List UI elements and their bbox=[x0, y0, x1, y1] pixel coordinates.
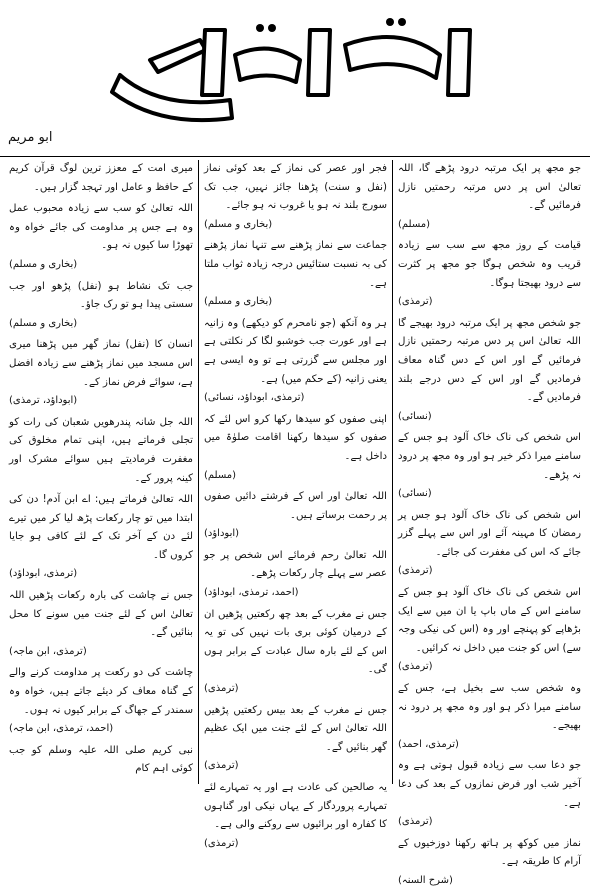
hadith-reference: (ترمذی، ابن ماجہ) bbox=[9, 645, 87, 657]
hadith-paragraph bbox=[398, 680, 581, 754]
hadith-paragraph bbox=[204, 315, 387, 408]
hadith-text: اس شخص کی ناک خاک آلود ہو جس پر رمضان کا مہینہ آئے اور اس سے پہلے گزر جائے کہ اس کی مغفرت کی جائے۔ bbox=[398, 509, 581, 558]
hadith-reference: (مسلم) bbox=[398, 218, 431, 230]
hadith-paragraph bbox=[9, 200, 193, 274]
hadith-paragraph bbox=[398, 835, 581, 891]
hadith-text: جس نے مغرب کے بعد چھ رکعتیں پڑھیں ان کے درمیان کوئی بری بات نہیں کی تو یہ اس کے لئے بارہ سال عبادت کے برابر ہوں گی۔ bbox=[204, 608, 387, 676]
hadith-text: اس شخص کی ناک خاک آلود ہو جس کے سامنے اس کے ماں باپ یا ان میں سے ایک بڑھاپے کو پہنچے اور وہ (اس کی نیکی وجہ سے) اس کو جنت میں داخل نہ کرائیں۔ bbox=[398, 587, 581, 654]
hadith-paragraph bbox=[204, 779, 387, 853]
author-byline: ابو مریم bbox=[8, 130, 53, 145]
hadith-paragraph bbox=[398, 315, 581, 427]
hadith-text: نماز میں کوکھ پر ہاتھ رکھنا دوزخیوں کے آرام کا طریقہ ہے۔ bbox=[398, 837, 581, 868]
hadith-reference: (ابوداؤد، ترمذی) bbox=[9, 395, 78, 407]
hadith-reference: (نسائی) bbox=[398, 410, 432, 422]
hadith-paragraph bbox=[9, 491, 193, 584]
hadith-text: اللہ تعالیٰ کو سب سے زیادہ محبوب عمل وہ ہے جس پر مداومت کی جائے خواہ وہ تھوڑا سا کیوں نہ ہو۔ bbox=[9, 203, 193, 252]
hadith-text: اللہ جل شانہ پندرھویں شعبان کی رات کو تجلی فرماتے ہیں، اپنی تمام مخلوق کی مغفرت فرمادیتے ہیں سوائے مشرک اور کینہ پرور کے۔ bbox=[9, 416, 193, 484]
column-right bbox=[392, 160, 586, 886]
calligraphy-title-logo bbox=[0, 0, 590, 128]
hadith-paragraph bbox=[9, 587, 193, 661]
hadith-reference: (ترمذی) bbox=[398, 296, 433, 308]
hadith-paragraph bbox=[9, 664, 193, 738]
column-middle bbox=[198, 160, 392, 849]
hadith-reference: (ترمذی، ابوداؤد) bbox=[9, 568, 78, 580]
hadith-text: اللہ تعالیٰ اور اس کے فرشتے دائیں صفوں پر رحمت برساتے ہیں۔ bbox=[204, 491, 387, 521]
hadith-paragraph bbox=[9, 414, 193, 488]
hadith-paragraph bbox=[9, 742, 193, 779]
hadith-reference: (ترمذی) bbox=[398, 661, 433, 673]
hadith-text: انسان کا (نفل) نماز گھر میں پڑھنا میری اس مسجد میں نماز پڑھنے سے زیادہ افضل ہے، سوائے فرض نماز کے۔ bbox=[9, 339, 193, 388]
hadith-text: اپنی صفوں کو سیدھا رکھا کرو اس لئے کہ صفوں کو سیدھا رکھنا اقامت صلوٰۃ میں داخل ہے۔ bbox=[204, 413, 387, 462]
hadith-paragraph bbox=[398, 237, 581, 311]
hadith-reference: (ترمذی) bbox=[204, 760, 239, 772]
hadith-text: فجر اور عصر کی نماز کے بعد کوئی نماز (نفل و سنت) پڑھنا جائز نہیں، جب تک سورج بلند نہ ہو یا غروب نہ ہو جائے۔ bbox=[204, 163, 387, 212]
hadith-text: میری امت کے معزز ترین لوگ قرآن کریم کے حافظ و عامل اور تہجد گزار ہیں۔ bbox=[9, 163, 193, 193]
hadith-reference: (احمد، ترمذی، ابن ماجہ) bbox=[9, 723, 114, 735]
hadith-reference: (ترمذی) bbox=[398, 565, 433, 577]
hadith-text: جو مجھ پر ایک مرتبہ درود پڑھے گا، اللہ تعالیٰ اس پر دس مرتبہ رحمتیں نازل فرمائیں گے۔ bbox=[398, 163, 581, 212]
masthead bbox=[0, 0, 590, 128]
hadith-reference: (ترمذی، احمد) bbox=[398, 738, 459, 750]
hadith-paragraph bbox=[204, 411, 387, 485]
hadith-reference: (بخاری و مسلم) bbox=[9, 258, 78, 270]
hadith-reference: (ترمذی، ابوداؤد، نسائی) bbox=[204, 392, 305, 404]
hadith-reference: (بخاری و مسلم) bbox=[9, 317, 78, 329]
hadith-paragraph bbox=[9, 278, 193, 334]
divider bbox=[0, 156, 590, 157]
hadith-paragraph bbox=[204, 488, 387, 544]
hadith-text: اس شخص کی ناک خاک آلود ہو جس کے سامنے میرا ذکر خیر ہو اور وہ مجھ پر درود نہ پڑھے۔ bbox=[398, 432, 581, 481]
hadith-paragraph bbox=[204, 547, 387, 603]
article-columns bbox=[4, 160, 586, 886]
hadith-text: نبی کریم صلی اللہ علیہ وسلم کو جب کوئی اہم کام bbox=[9, 744, 193, 775]
hadith-text: چاشت کی دو رکعت پر مداومت کرنے والے کے گناہ معاف کر دیئے جاتے ہیں، خواہ وہ سمندر کے جھاگ کے برابر کیوں نہ ہوں۔ bbox=[9, 667, 193, 716]
hadith-reference: (شرح السنہ) bbox=[398, 874, 453, 886]
hadith-reference: (ترمذی) bbox=[204, 683, 239, 695]
hadith-text: قیامت کے روز مجھ سے سب سے زیادہ قریب وہ شخص ہوگا جو مجھ پر کثرت سے درود بھیجتا ہوگا۔ bbox=[398, 240, 581, 289]
hadith-reference: (نسائی) bbox=[398, 488, 432, 500]
hadith-text: جو شخص مجھ پر ایک مرتبہ درود بھیجے گا اللہ تعالیٰ اس پر دس مرتبہ رحمتیں نازل فرمائیں گے اور اس کے دس گناہ معاف فرمادیں گے اور اس کے دس درجے بلند فرمادیں گے۔ bbox=[398, 317, 581, 404]
hadith-paragraph bbox=[398, 584, 581, 677]
hadith-paragraph bbox=[398, 507, 581, 581]
hadith-paragraph bbox=[398, 429, 581, 503]
hadith-reference: (مسلم) bbox=[204, 469, 237, 481]
hadith-text: جب تک نشاط ہو (نفل) پڑھو اور جب سستی پیدا ہو تو رک جاؤ۔ bbox=[9, 280, 193, 311]
hadith-reference: (احمد، ترمذی، ابوداؤد) bbox=[204, 587, 299, 599]
column-left bbox=[4, 160, 198, 784]
hadith-paragraph bbox=[204, 606, 387, 699]
hadith-reference: (بخاری و مسلم) bbox=[204, 296, 273, 308]
hadith-text: اللہ تعالیٰ فرماتے ہیں: اے ابن آدم! دن کی ابتدا میں تو چار رکعات پڑھ لیا کر میں تیرے لئے دن کے آخر تک کے لئے کافی ہو جایا کروں گا۔ bbox=[9, 494, 193, 561]
hadith-paragraph bbox=[9, 336, 193, 410]
hadith-paragraph bbox=[9, 160, 193, 197]
hadith-text: وہ شخص سب سے بخیل ہے، جس کے سامنے میرا ذکر ہو اور وہ مجھ پر درود نہ بھیجے۔ bbox=[398, 683, 581, 732]
hadith-text: جس نے چاشت کی بارہ رکعات پڑھیں اللہ تعالیٰ اس کے لئے جنت میں سونے کا محل بنائیں گے۔ bbox=[9, 590, 193, 639]
hadith-text: جماعت سے نماز پڑھنے سے تنہا نماز پڑھنے کی بہ نسبت ستائیس درجہ زیادہ ثواب ملتا ہے۔ bbox=[204, 240, 387, 289]
hadith-paragraph bbox=[204, 160, 387, 234]
hadith-text: جو دعا سب سے زیادہ قبول ہوتی ہے وہ آخیر شب اور فرض نمازوں کے بعد کی دعا ہے۔ bbox=[398, 760, 581, 809]
hadith-reference: (ترمذی) bbox=[398, 816, 433, 828]
hadith-reference: (ترمذی) bbox=[204, 837, 239, 849]
hadith-paragraph bbox=[398, 160, 581, 234]
hadith-paragraph bbox=[204, 702, 387, 776]
hadith-text: یہ صالحین کی عادت ہے اور یہ تمہارے لئے تمہارے پروردگار کے یہاں نیکی اور گناہوں کا کفارہ اور برائیوں سے روکنے والی ہے۔ bbox=[204, 782, 387, 831]
hadith-reference: (بخاری و مسلم) bbox=[204, 218, 273, 230]
hadith-text: اللہ تعالیٰ رحم فرمائے اس شخص پر جو عصر سے پہلے چار رکعات پڑھے۔ bbox=[204, 549, 387, 580]
hadith-text: جس نے مغرب کے بعد بیس رکعتیں پڑھیں اللہ تعالیٰ اس کے لئے جنت میں ایک عظیم گھر بنائیں گے۔ bbox=[204, 704, 387, 753]
hadith-reference: (ابوداؤد) bbox=[204, 528, 240, 540]
hadith-text: ہر وہ آنکھ (جو نامحرم کو دیکھے) وہ زانیہ ہے اور عورت جب خوشبو لگا کر نکلتی ہے اور مجلس سے گزرتی ہے تو وہ ایسی ہے یعنی زانیہ (کے حکم میں) ہے۔ bbox=[204, 317, 387, 385]
hadith-paragraph bbox=[398, 757, 581, 831]
hadith-paragraph bbox=[204, 237, 387, 311]
